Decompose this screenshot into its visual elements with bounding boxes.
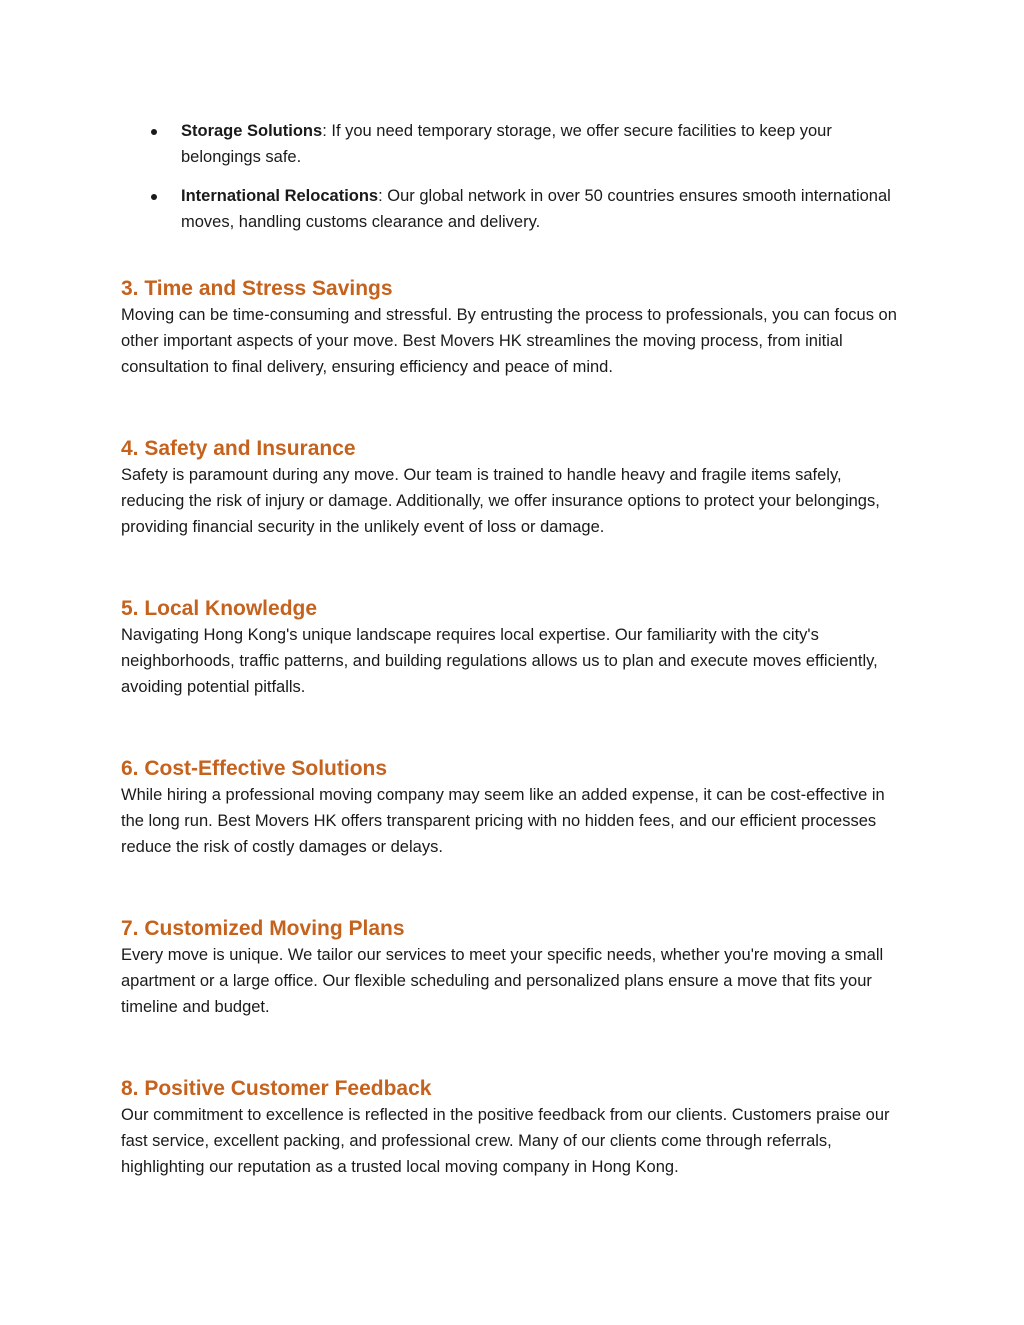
- bullet-icon: [151, 129, 157, 135]
- bullet-international-relocations: [121, 183, 901, 235]
- section-paragraph: While hiring a professional moving company may seem like an added expense, it can be cost-effective in the long run. Best Movers HK offers transparent pricing with no hidden fees, and our efficient processes reduce the risk of costly damages or delays.: [121, 786, 885, 856]
- section-customer-feedback: [121, 1076, 901, 1180]
- section-heading: 3. Time and Stress Savings: [121, 277, 393, 300]
- bullet-storage-solutions: [121, 118, 901, 170]
- section-heading: 6. Cost-Effective Solutions: [121, 757, 388, 780]
- section-paragraph: Navigating Hong Kong's unique landscape requires local expertise. Our familiarity with the city's neighborhoods, traffic patterns, and building regulations allows us to plan and execute moves efficiently, avoiding potential pitfalls.: [121, 626, 878, 696]
- bullet-icon: [151, 194, 157, 200]
- section-customized-plans: [121, 916, 901, 1020]
- bullet-term: International Relocations: [181, 187, 379, 205]
- section-heading: 4. Safety and Insurance: [121, 437, 356, 460]
- section-paragraph: Safety is paramount during any move. Our team is trained to handle heavy and fragile items safely, reducing the risk of injury or damage. Additionally, we offer insurance options to protect your belongings, providing financial security in the unlikely event of loss or damage.: [121, 466, 880, 536]
- section-local-knowledge: [121, 596, 901, 700]
- section-safety-and-insurance: [121, 436, 901, 540]
- bullet-text: : If you need temporary storage, we offer secure facilities to keep your belongings safe.: [181, 122, 832, 166]
- section-time-and-stress: [121, 276, 901, 380]
- document-page: [121, 118, 901, 1180]
- section-paragraph: Our commitment to excellence is reflected in the positive feedback from our clients. Customers praise our fast service, excellent packing, and professional crew. Many of our clients come through referrals, highlighting our reputation as a trusted local moving company in Hong Kong.: [121, 1106, 890, 1176]
- section-heading: 5. Local Knowledge: [121, 597, 318, 620]
- section-heading: 7. Customized Moving Plans: [121, 917, 405, 940]
- section-heading: 8. Positive Customer Feedback: [121, 1077, 432, 1100]
- section-paragraph: Moving can be time-consuming and stressful. By entrusting the process to professionals, you can focus on other important aspects of your move. Best Movers HK streamlines the moving process, from initial consultation to final delivery, ensuring efficiency and peace of mind.: [121, 306, 897, 376]
- bullet-term: Storage Solutions: [181, 122, 323, 140]
- bullet-text: : Our global network in over 50 countries ensures smooth international moves, handling customs clearance and delivery.: [181, 187, 891, 231]
- section-cost-effective: [121, 756, 901, 860]
- service-bullet-list: [121, 118, 901, 235]
- section-paragraph: Every move is unique. We tailor our services to meet your specific needs, whether you're moving a small apartment or a large office. Our flexible scheduling and personalized plans ensure a move that fits your timeline and budget.: [121, 946, 884, 1016]
